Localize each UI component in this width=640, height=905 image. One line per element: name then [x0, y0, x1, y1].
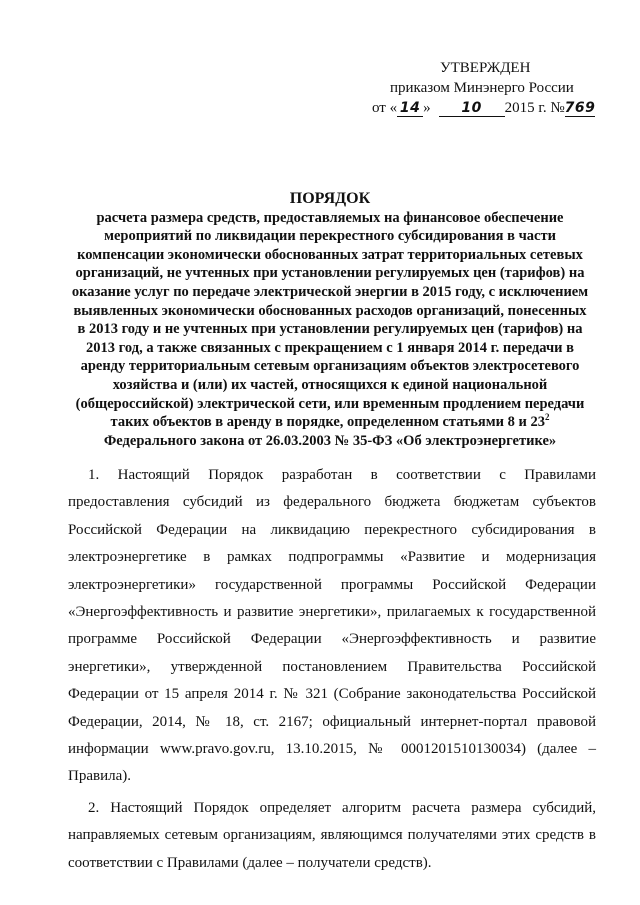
date-prefix: от « — [372, 100, 398, 116]
handwritten-day: 14 — [397, 100, 423, 117]
handwritten-order-number: 769 — [564, 100, 596, 116]
paragraph-2: 2. Настоящий Порядок определяет алгоритм расчета размера субсидий, направляемых сетевым организациям, являющимся получателями этих средств в соответствии с Правилами (далее – получатели средств). — [68, 799, 596, 871]
approval-order-text: приказом Минэнерго России — [390, 80, 574, 96]
date-year-text: 2015 г. № — [504, 100, 565, 116]
date-day-close: » — [423, 100, 431, 116]
title-superscript: 2 — [544, 412, 550, 423]
approval-stamp — [372, 58, 612, 118]
approved-label: УТВЕРЖДЕН — [440, 60, 531, 76]
title-heading: ПОРЯДОК — [289, 190, 371, 207]
approval-date-line — [372, 98, 612, 118]
document-title — [70, 190, 590, 450]
handwritten-month: 10 — [439, 100, 505, 117]
title-text — [70, 209, 590, 451]
document-body — [68, 462, 596, 881]
paragraph-1: 1. Настоящий Порядок разработан в соответствии с Правилами предоставления субсидий из федерального бюджета бюджетам субъектов Российской Федерации на ликвидацию перекрестного субсидирования в электроэнергетике в рамках подпрограммы «Развитие и модернизация электроэнергетики» государственной программы Российской Федерации «Энергоэффективность и развитие энергетики», прилагаемых к государственной программе Российской Федерации «Энергоэффективность и развитие энергетики», утвержденной постановлением Правительства Российской Федерации от 15 апреля 2014 г. № 321 (Собрание законодательства Российской Федерации, 2014, № 18, ст. 2167; официальный интернет-портал правовой информации www.pravo.gov.ru, 13.10.2015, № 0001201510130034) (далее – Правила). — [68, 467, 596, 785]
title-law-text: Федерального закона от 26.03.2003 № 35-ФЗ «Об электроэнергетике» — [103, 432, 557, 449]
title-main-text: расчета размера средств, предоставляемых на финансовое обеспечение мероприятий по ликвидации перекрестного субсидирования в части компенсации экономически обоснованных затрат территориальных сетевых организаций, не учтенных при установлении регулируемых цен (тарифов) на оказание услуг по передаче электрической энергии в 2015 году, с исключением выявленных экономически обоснованных расходов организаций, понесенных в 2013 году и не учтенных при установлении регулируемых цен (тарифов) на 2013 год, а также связанных с прекращением с 1 января 2014 г. передачи в аренду территориальным сетевым организациям объектов электросетевого хозяйства и (или) их частей, относящихся к единой национальной (общероссийской) электрической сети, или временным продлением передачи таких объектов в аренду в порядке, определенном статьями 8 и 23 — [71, 209, 589, 431]
